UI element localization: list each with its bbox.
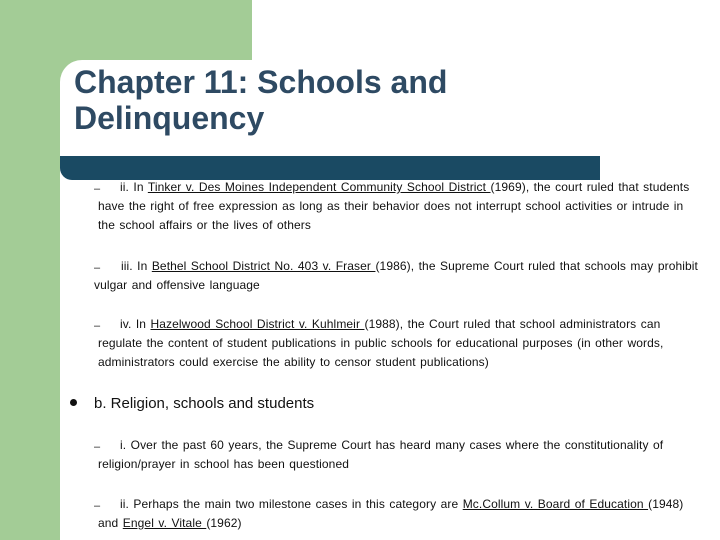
dash-marker: – — [94, 441, 101, 453]
list-item-iii — [94, 257, 698, 295]
title-underline-bar — [60, 156, 600, 180]
item-prefix: ii. Perhaps the main two milestone cases in this category are — [120, 497, 463, 511]
item-text: (1986), the Supreme Court ruled that schools may prohibit vulgar and offensive language — [94, 259, 698, 292]
list-item-iv — [98, 315, 708, 372]
case-name-tinker: Tinker v. Des Moines Independent Community School District — [147, 180, 491, 194]
item-text: (1948) and — [98, 497, 684, 530]
item-prefix: iv. In — [120, 317, 151, 331]
list-item-b-ii — [98, 495, 708, 533]
list-item-b-i: i. Over the past 60 years, the Supreme Court has heard many cases where the constitutionality of religion/prayer in school has been questioned — [98, 438, 664, 471]
item-prefix: iii. In — [121, 259, 152, 273]
case-name-mccollum: Mc.Collum v. Board of Education — [462, 497, 649, 511]
case-name-engel: Engel v. Vitale — [122, 516, 207, 530]
dash-marker: – — [94, 500, 101, 512]
item-text: (1988), the Court ruled that school administrators can regulate the content of student publications in public schools for educational purposes (in other words, administrators could exercise the ability to censor student publications) — [98, 317, 664, 369]
slide-title: Chapter 11: Schools and Delinquency — [74, 64, 448, 136]
dash-marker: – — [94, 262, 101, 274]
dash-marker: – — [94, 320, 101, 332]
item-text: (1969), the court ruled that students have the right of free expression as long as their behavior does not interrupt school activities or intrude in the school affairs or the lives of others — [98, 180, 690, 232]
item-text: (1962) — [206, 516, 242, 530]
case-name-bethel: Bethel School District No. 403 v. Fraser — [151, 259, 376, 273]
bullet-b-text: b. Religion, schools and students — [94, 395, 315, 412]
item-prefix: ii. In — [120, 180, 148, 194]
bullet-dot — [70, 399, 77, 406]
list-item-ii — [98, 178, 702, 235]
case-name-hazelwood: Hazelwood School District v. Kuhlmeir — [150, 317, 365, 331]
dash-marker: – — [94, 183, 101, 195]
